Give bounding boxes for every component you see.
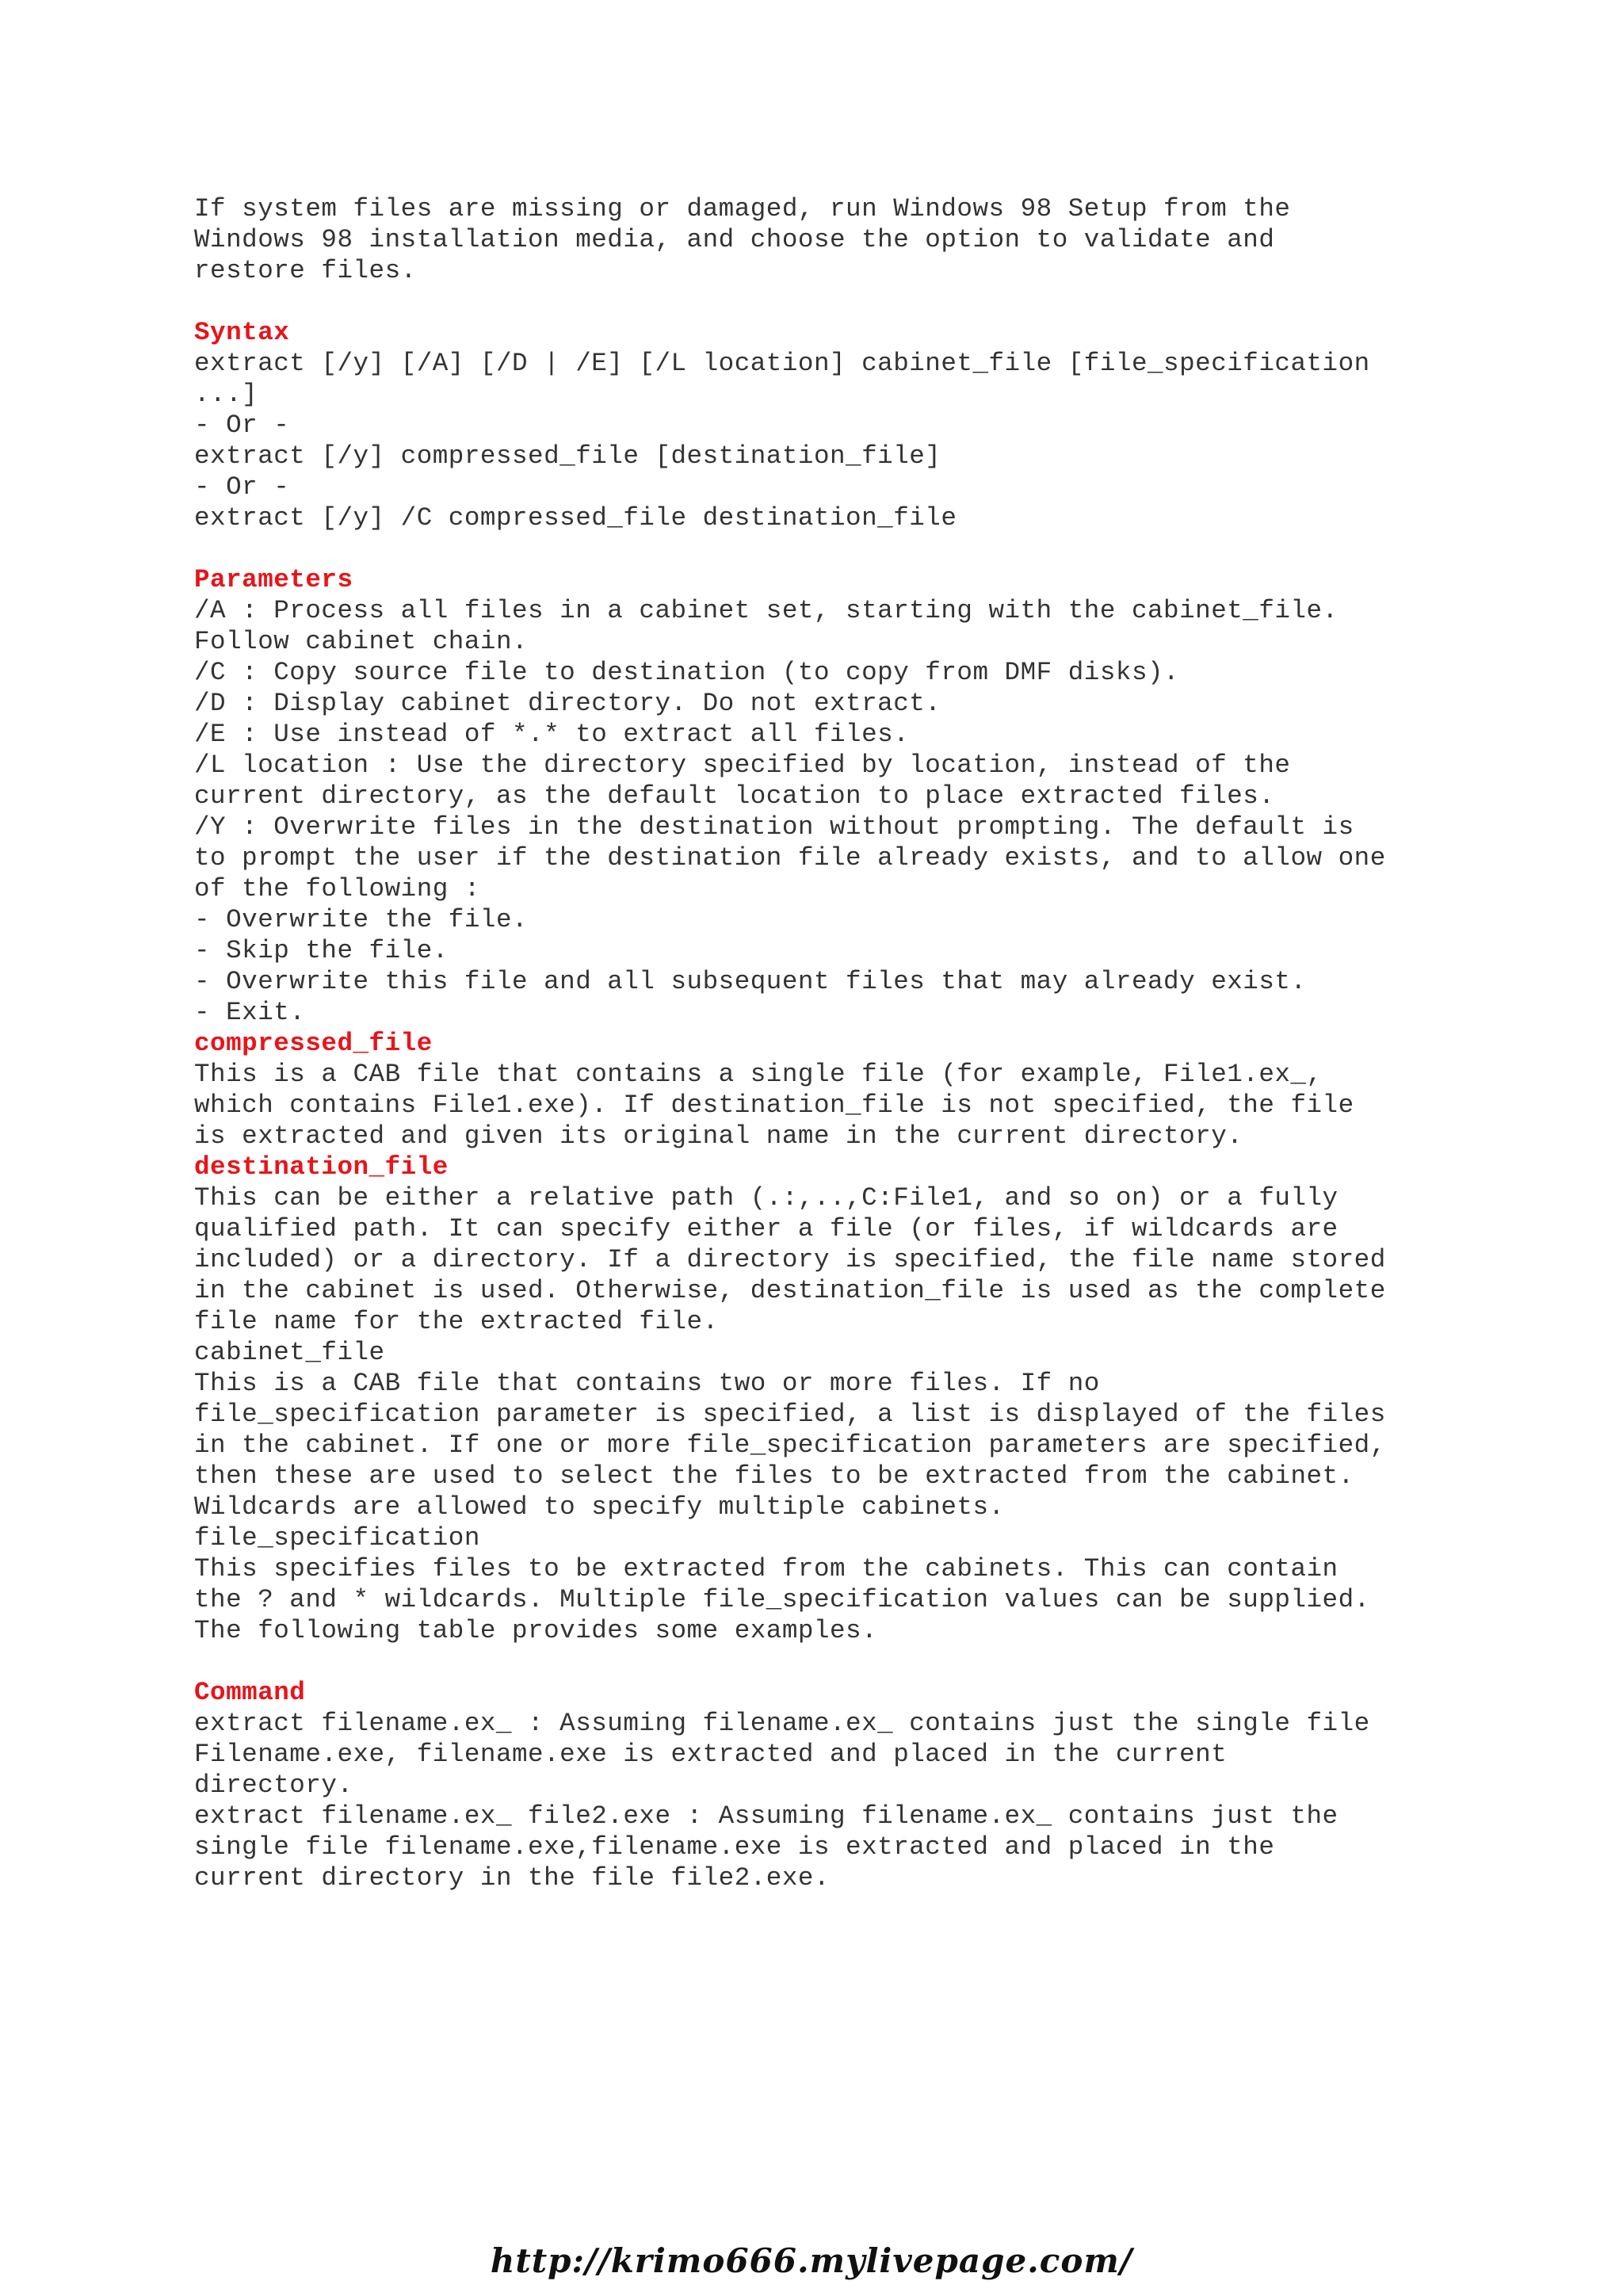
text-line: file_specification parameter is specified, a list is displayed of the files xyxy=(194,1400,1386,1429)
compressed-file-section xyxy=(194,1028,1494,1152)
text-line: - Overwrite this file and all subsequent files that may already exist. xyxy=(194,967,1307,996)
blank-line xyxy=(194,1646,1494,1677)
text-line: of the following : xyxy=(194,874,480,904)
text-line: single file filename.exe,filename.exe is extracted and placed in the xyxy=(194,1832,1275,1862)
text-line: extract [/y] compressed_file [destination_file] xyxy=(194,441,941,471)
text-line: extract filename.ex_ : Assuming filename.ex_ contains just the single file xyxy=(194,1709,1370,1738)
text-line: current directory in the file file2.exe. xyxy=(194,1863,831,1893)
text-line: /L location : Use the directory specified by location, instead of the xyxy=(194,751,1291,780)
text-line: - Overwrite the file. xyxy=(194,905,529,934)
command-heading: Command xyxy=(194,1678,306,1707)
destination-file-section xyxy=(194,1152,1494,1646)
text-line: This can be either a relative path (.:,..,C:File1, and so on) or a fully xyxy=(194,1183,1338,1213)
text-line: - Or - xyxy=(194,472,290,502)
parameters-section xyxy=(194,564,1494,1028)
text-line: Filename.exe, filename.exe is extracted and placed in the current xyxy=(194,1740,1228,1769)
text-line: This is a CAB file that contains two or more files. If no xyxy=(194,1369,1100,1398)
text-line: file name for the extracted file. xyxy=(194,1307,719,1336)
text-line: the ? and * wildcards. Multiple file_specification values can be supplied. xyxy=(194,1585,1370,1614)
text-line: in the cabinet. If one or more file_specification parameters are specified, xyxy=(194,1431,1386,1460)
text-line: in the cabinet is used. Otherwise, destination_file is used as the complete xyxy=(194,1276,1386,1305)
text-line: current directory, as the default location to place extracted files. xyxy=(194,781,1275,811)
blank-line xyxy=(194,533,1494,564)
text-line: file_specification xyxy=(194,1523,480,1553)
text-line: Wildcards are allowed to specify multiple cabinets. xyxy=(194,1492,1005,1522)
syntax-section xyxy=(194,317,1494,533)
command-section xyxy=(194,1677,1494,1893)
text-line: - Or - xyxy=(194,411,290,440)
text-line: This is a CAB file that contains a single file (for example, File1.ex_, xyxy=(194,1060,1323,1089)
blank-line xyxy=(194,286,1494,317)
text-line: The following table provides some examples. xyxy=(194,1616,878,1645)
document-page xyxy=(194,193,1494,1893)
destination-file-heading: destination_file xyxy=(194,1152,449,1182)
text-line: included) or a directory. If a directory is specified, the file name stored xyxy=(194,1245,1386,1274)
text-line: /E : Use instead of *.* to extract all files. xyxy=(194,720,910,749)
text-line: Windows 98 installation media, and choose the option to validate and xyxy=(194,225,1275,254)
text-line: /C : Copy source file to destination (to copy from DMF disks). xyxy=(194,658,1180,687)
text-line: restore files. xyxy=(194,256,417,285)
text-line: This specifies files to be extracted from the cabinets. This can contain xyxy=(194,1554,1338,1584)
text-line: which contains File1.exe). If destination_file is not specified, the file xyxy=(194,1091,1354,1120)
footer-url: http://krimo666.mylivepage.com/ xyxy=(490,2241,1133,2280)
text-line: extract [/y] /C compressed_file destination_file xyxy=(194,503,957,533)
text-line: ...] xyxy=(194,380,258,409)
text-line: /A : Process all files in a cabinet set, starting with the cabinet_file. xyxy=(194,596,1338,625)
text-line: /D : Display cabinet directory. Do not extract. xyxy=(194,689,941,718)
text-line: then these are used to select the files to be extracted from the cabinet. xyxy=(194,1461,1354,1491)
compressed-file-heading: compressed_file xyxy=(194,1029,433,1058)
text-line: Follow cabinet chain. xyxy=(194,627,529,656)
text-line: to prompt the user if the destination file already exists, and to allow one xyxy=(194,843,1386,873)
text-line: extract [/y] [/A] [/D | /E] [/L location] cabinet_file [file_specification xyxy=(194,349,1370,378)
text-line: extract filename.ex_ file2.exe : Assuming filename.ex_ contains just the xyxy=(194,1801,1338,1831)
text-line: qualified path. It can specify either a file (or files, if wildcards are xyxy=(194,1214,1338,1244)
text-line: - Exit. xyxy=(194,998,306,1027)
syntax-heading: Syntax xyxy=(194,318,290,347)
text-line: - Skip the file. xyxy=(194,936,449,965)
text-line: If system files are missing or damaged, run Windows 98 Setup from the xyxy=(194,194,1291,223)
text-line: directory. xyxy=(194,1771,353,1800)
text-line: /Y : Overwrite files in the destination without prompting. The default is xyxy=(194,812,1354,842)
parameters-heading: Parameters xyxy=(194,565,353,594)
text-line: cabinet_file xyxy=(194,1338,385,1367)
text-line: is extracted and given its original name in the current directory. xyxy=(194,1121,1243,1151)
intro-paragraph xyxy=(194,193,1494,286)
